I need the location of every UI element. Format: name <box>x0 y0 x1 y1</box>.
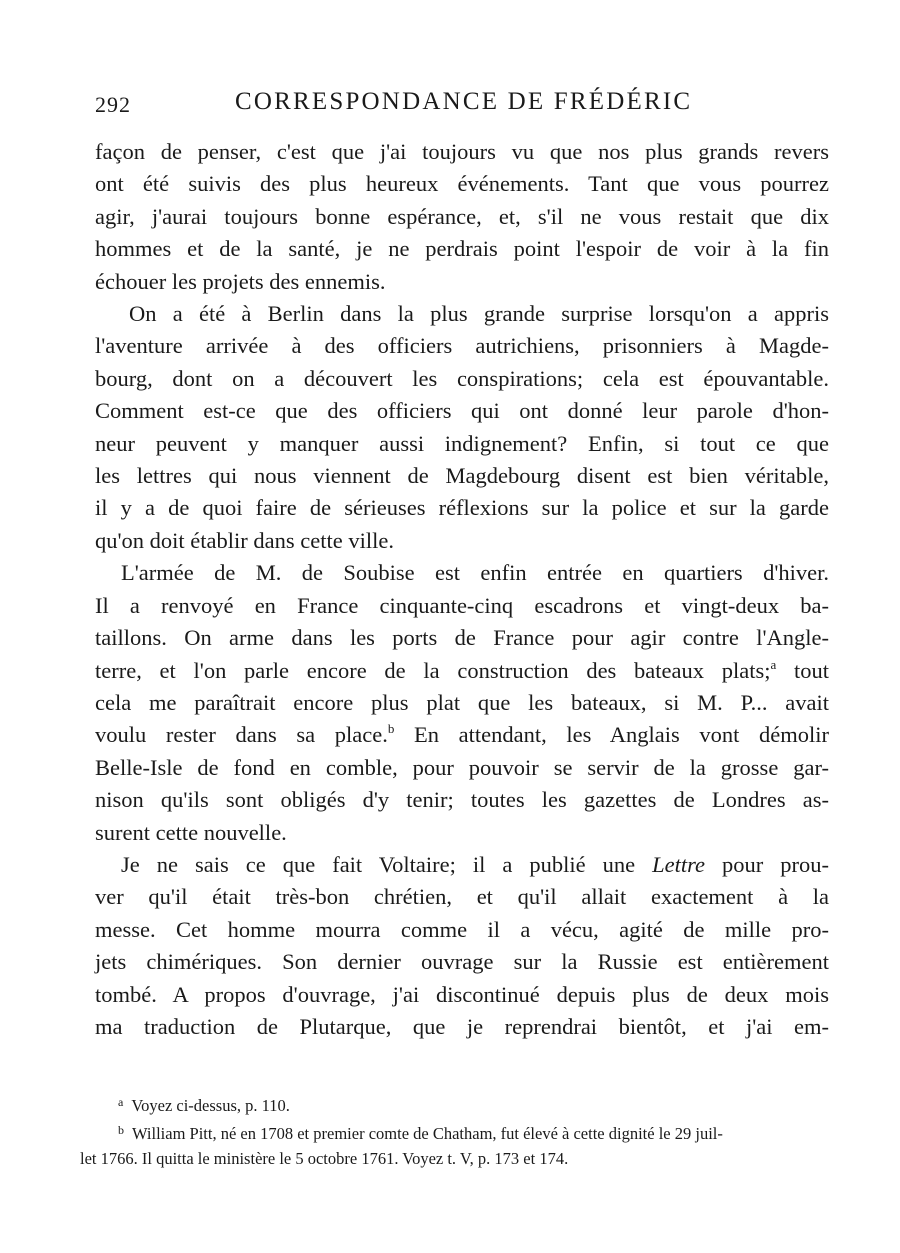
text-line: nison qu'ils sont obligés d'y tenir; toutes les gazettes de Londres as- <box>95 787 829 813</box>
text-line: taillons. On arme dans les ports de France pour agir contre l'Angle- <box>95 625 829 651</box>
footnote-mark: a <box>118 1095 124 1109</box>
text-line: Belle-Isle de fond en comble, pour pouvoir se servir de la grosse gar- <box>95 754 829 780</box>
text-line: tombé. A propos d'ouvrage, j'ai discontinué depuis plus de deux mois <box>95 981 829 1007</box>
text-line: bourg, dont on a découvert les conspirations; cela est épouvantable. <box>95 365 829 391</box>
footnote-mark: b <box>118 1123 124 1137</box>
body-text <box>95 136 829 1043</box>
text-segment: tout <box>794 657 830 683</box>
text-line-with-italic <box>95 849 829 881</box>
page-header <box>95 88 835 128</box>
text-line: ma traduction de Plutarque, que je reprendrai bientôt, et j'ai em- <box>95 1013 829 1039</box>
text-line: l'aventure arrivée à des officiers autrichiens, prisonniers à Magde- <box>95 333 829 359</box>
text-line: il y a de quoi faire de sérieuses réflexions sur la police et sur la garde <box>95 495 829 521</box>
footnotes <box>80 1090 820 1171</box>
text-line: L'armée de M. de Soubise est enfin entrée en quartiers d'hiver. <box>121 560 829 586</box>
text-line: Il a renvoyé en France cinquante-cinq escadrons et vingt-deux ba- <box>95 592 829 618</box>
text-line: surent cette nouvelle. <box>95 819 287 845</box>
text-line: agir, j'aurai toujours bonne espérance, et, s'il ne vous restait que dix <box>95 203 829 229</box>
footnote-ref-a: a <box>770 656 777 672</box>
text-line: jets chimériques. Son dernier ouvrage sur la Russie est entièrement <box>95 949 829 975</box>
text-line: On a été à Berlin dans la plus grande surprise lorsqu'on a appris <box>129 301 829 327</box>
text-line: façon de penser, c'est que j'ai toujours vu que nos plus grands revers <box>95 139 829 164</box>
text-line: messe. Cet homme mourra comme il a vécu, agité de mille pro- <box>95 916 829 942</box>
footnote-b-continued <box>80 1146 820 1171</box>
text-segment: pour prou- <box>722 851 830 877</box>
paragraph-1 <box>95 136 829 298</box>
footnote-a <box>80 1090 820 1118</box>
text-line: échouer les projets des ennemis. <box>95 268 386 294</box>
text-line: les lettres qui nous viennent de Magdebourg disent est bien véritable, <box>95 463 829 489</box>
footnote-text: William Pitt, né en 1708 et premier comte de Chatham, fut élevé à cette dignité le 29 juil- <box>132 1124 723 1143</box>
italic-title: Lettre <box>652 851 706 877</box>
text-line: Comment est-ce que des officiers qui ont donné leur parole d'hon- <box>95 398 829 424</box>
text-line: cela me paraîtrait encore plus plat que les bateaux, si M. P... avait <box>95 689 829 715</box>
page-number: 292 <box>95 92 131 117</box>
text-segment: En attendant, les Anglais vont démolir <box>413 722 829 748</box>
running-title: CORRESPONDANCE DE FRÉDÉRIC <box>235 88 693 115</box>
text-line: neur peuvent y manquer aussi indignement? Enfin, si tout ce que <box>95 430 829 456</box>
footnote-ref-b: b <box>387 721 395 737</box>
text-line-with-footnote-b <box>95 719 829 751</box>
footnote-b <box>80 1118 820 1146</box>
text-line-with-footnote-a <box>95 655 829 687</box>
text-line: hommes et de la santé, je ne perdrais point l'espoir de voir à la fin <box>95 236 829 262</box>
text-segment: voulu rester dans sa place. <box>95 722 388 748</box>
paragraph-4 <box>95 849 829 1043</box>
text-segment: terre, et l'on parle encore de la construction des bateaux plats; <box>95 657 771 683</box>
footnote-text: Voyez ci-dessus, p. 110. <box>131 1096 290 1115</box>
paragraph-2 <box>95 298 829 557</box>
text-line: ont été suivis des plus heureux événements. Tant que vous pourrez <box>95 171 829 197</box>
paragraph-3 <box>95 557 829 849</box>
text-line: qu'on doit établir dans cette ville. <box>95 527 394 553</box>
text-segment: Je ne sais ce que fait Voltaire; il a publié une <box>121 851 636 877</box>
text-line: ver qu'il était très-bon chrétien, et qu'il allait exactement à la <box>95 884 829 910</box>
footnote-text: let 1766. Il quitta le ministère le 5 octobre 1761. Voyez t. V, p. 173 et 174. <box>80 1149 569 1168</box>
